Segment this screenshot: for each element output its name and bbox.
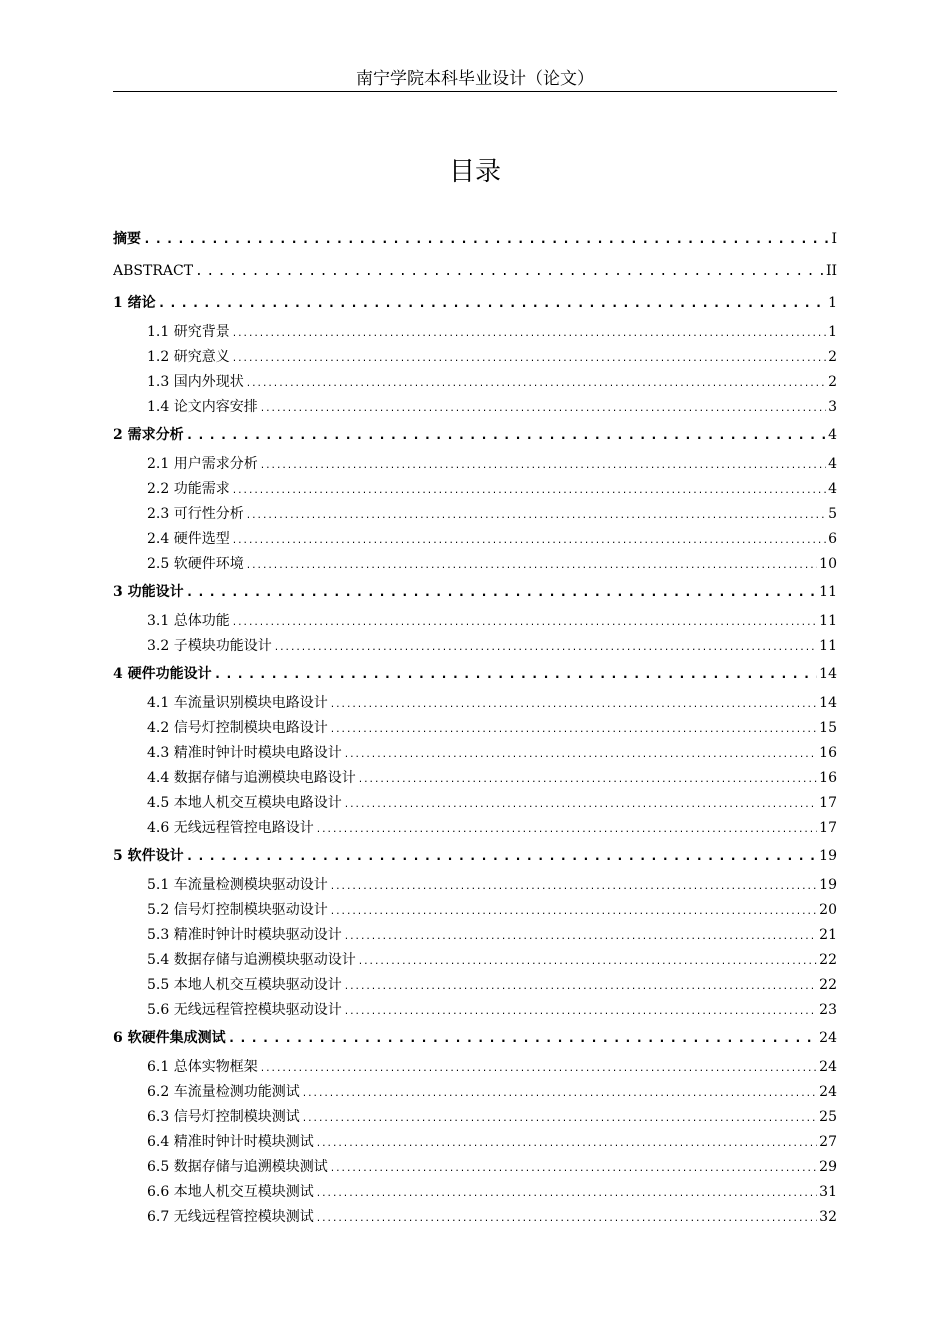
dot-leader	[358, 766, 817, 791]
toc-section-entry[interactable]	[113, 370, 837, 395]
toc-chapter-entry[interactable]	[113, 1023, 837, 1055]
toc-section-entry[interactable]	[113, 502, 837, 527]
toc-section-entry[interactable]	[113, 1205, 837, 1230]
toc-entry-page-number: 17	[819, 820, 837, 836]
toc-entry-label: 5 软件设计	[113, 848, 184, 864]
toc-entry-page-number: 24	[819, 1084, 837, 1100]
toc-chapter-entry[interactable]	[113, 577, 837, 609]
toc-entry-page-number: 4	[828, 481, 837, 497]
dot-leader	[246, 502, 826, 527]
toc-entry-label: 摘要	[113, 231, 141, 247]
toc-section-entry[interactable]	[113, 1105, 837, 1130]
toc-entry-page-number: 1	[828, 324, 837, 340]
toc-entry-label: 4.1 车流量识别模块电路设计	[147, 695, 328, 711]
toc-section-entry[interactable]	[113, 552, 837, 577]
toc-entry-label: 4.4 数据存储与追溯模块电路设计	[147, 770, 356, 786]
toc-entry-label: 5.5 本地人机交互模块驱动设计	[147, 977, 342, 993]
dot-leader	[344, 973, 817, 998]
toc-entry-label: 2.4 硬件选型	[147, 531, 230, 547]
toc-entry-label: 1.3 国内外现状	[147, 374, 244, 390]
toc-section-entry[interactable]	[113, 791, 837, 816]
toc-entry-page-number: 2	[828, 374, 837, 390]
toc-entry-label: 4.6 无线远程管控电路设计	[147, 820, 314, 836]
toc-entry-label: 6.7 无线远程管控模块测试	[147, 1209, 314, 1225]
toc-section-entry[interactable]	[113, 741, 837, 766]
dot-leader	[316, 1130, 817, 1155]
toc-section-entry[interactable]	[113, 691, 837, 716]
toc-entry-page-number: 1	[828, 295, 837, 311]
dot-leader	[330, 691, 817, 716]
dot-leader	[232, 345, 826, 370]
toc-section-entry[interactable]	[113, 1055, 837, 1080]
dot-leader	[186, 577, 818, 608]
toc-section-entry[interactable]	[113, 1180, 837, 1205]
toc-section-entry[interactable]	[113, 998, 837, 1023]
toc-section-entry[interactable]	[113, 1155, 837, 1180]
toc-entry-label: 6 软硬件集成测试	[113, 1030, 226, 1046]
dot-leader	[260, 395, 826, 420]
toc-chapter-entry[interactable]	[113, 420, 837, 452]
dot-leader	[344, 791, 817, 816]
dot-leader	[344, 998, 817, 1023]
toc-entry-page-number: 5	[828, 506, 837, 522]
toc-entry-label: ABSTRACT	[113, 263, 194, 279]
toc-entry-page-number: 22	[819, 952, 837, 968]
dot-leader	[232, 320, 826, 345]
toc-entry-label: 1 绪论	[113, 295, 156, 311]
toc-section-entry[interactable]	[113, 1130, 837, 1155]
toc-entry-label: 3 功能设计	[113, 584, 184, 600]
toc-entry-page-number: 4	[828, 456, 837, 472]
toc-entry-label: 3.2 子模块功能设计	[147, 638, 272, 654]
dot-leader	[246, 552, 817, 577]
dot-leader	[143, 224, 829, 255]
toc-section-entry[interactable]	[113, 873, 837, 898]
toc-entry-label: 4.3 精准时钟计时模块电路设计	[147, 745, 342, 761]
dot-leader	[186, 420, 826, 451]
toc-entry-label: 6.1 总体实物框架	[147, 1059, 258, 1075]
table-of-contents	[113, 224, 837, 1230]
toc-section-entry[interactable]	[113, 527, 837, 552]
dot-leader	[330, 1155, 817, 1180]
dot-leader	[214, 659, 818, 690]
toc-entry-label: 2.5 软硬件环境	[147, 556, 244, 572]
toc-title: 目录	[448, 157, 501, 187]
toc-entry-page-number: 32	[819, 1209, 837, 1225]
toc-section-entry[interactable]	[113, 477, 837, 502]
toc-entry-page-number: 23	[819, 1002, 837, 1018]
dot-leader	[246, 370, 826, 395]
toc-entry-label: 5.6 无线远程管控模块驱动设计	[147, 1002, 342, 1018]
toc-chapter-entry[interactable]	[113, 224, 837, 256]
toc-section-entry[interactable]	[113, 816, 837, 841]
toc-entry-page-number: 4	[828, 427, 837, 443]
dot-leader	[316, 1205, 817, 1230]
toc-entry-page-number: 3	[828, 399, 837, 415]
dot-leader	[228, 1023, 818, 1054]
toc-chapter-entry[interactable]	[113, 288, 837, 320]
dot-leader	[195, 256, 824, 287]
toc-entry-page-number: 14	[819, 666, 837, 682]
page-header: 南宁学院本科毕业设计（论文）	[356, 69, 594, 89]
toc-section-entry[interactable]	[113, 320, 837, 345]
dot-leader	[260, 1055, 817, 1080]
toc-entry-label: 1.4 论文内容安排	[147, 399, 258, 415]
toc-section-entry[interactable]	[113, 1080, 837, 1105]
toc-chapter-entry[interactable]	[113, 841, 837, 873]
toc-entry-label: 5.4 数据存储与追溯模块驱动设计	[147, 952, 356, 968]
toc-entry-label: 2.1 用户需求分析	[147, 456, 258, 472]
toc-entry-page-number: 16	[819, 745, 837, 761]
toc-section-entry[interactable]	[113, 898, 837, 923]
toc-entry-page-number: 6	[828, 531, 837, 547]
dot-leader	[316, 816, 817, 841]
dot-leader	[316, 1180, 817, 1205]
toc-entry-page-number: 29	[819, 1159, 837, 1175]
toc-entry-page-number: 11	[819, 584, 837, 600]
toc-entry-label: 3.1 总体功能	[147, 613, 230, 629]
toc-section-entry[interactable]	[113, 345, 837, 370]
dot-leader	[344, 923, 817, 948]
toc-entry-label: 2.2 功能需求	[147, 481, 230, 497]
toc-section-entry[interactable]	[113, 716, 837, 741]
toc-entry-label: 6.5 数据存储与追溯模块测试	[147, 1159, 328, 1175]
toc-section-entry[interactable]	[113, 948, 837, 973]
toc-entry-page-number: 2	[828, 349, 837, 365]
dot-leader	[330, 716, 817, 741]
dot-leader	[260, 452, 826, 477]
dot-leader	[232, 609, 817, 634]
toc-entry-page-number: 27	[819, 1134, 837, 1150]
toc-entry-page-number: 24	[819, 1030, 837, 1046]
toc-entry-label: 4.2 信号灯控制模块电路设计	[147, 720, 328, 736]
toc-section-entry[interactable]	[113, 923, 837, 948]
toc-entry-page-number: 19	[819, 877, 837, 893]
toc-entry-label: 4 硬件功能设计	[113, 666, 212, 682]
toc-entry-label: 5.3 精准时钟计时模块驱动设计	[147, 927, 342, 943]
toc-entry-label: 6.6 本地人机交互模块测试	[147, 1184, 314, 1200]
toc-entry-page-number: I	[831, 231, 837, 247]
dot-leader	[302, 1080, 817, 1105]
toc-entry-label: 2.3 可行性分析	[147, 506, 244, 522]
toc-entry-label: 6.4 精准时钟计时模块测试	[147, 1134, 314, 1150]
dot-leader	[232, 527, 826, 552]
toc-entry-label: 4.5 本地人机交互模块电路设计	[147, 795, 342, 811]
toc-entry-label: 1.1 研究背景	[147, 324, 230, 340]
toc-entry-page-number: 21	[819, 927, 837, 943]
toc-section-entry[interactable]	[113, 973, 837, 998]
toc-entry-label: 2 需求分析	[113, 427, 184, 443]
toc-entry-page-number: 20	[819, 902, 837, 918]
toc-entry-page-number: 16	[819, 770, 837, 786]
dot-leader	[302, 1105, 817, 1130]
toc-section-entry[interactable]	[113, 766, 837, 791]
toc-entry-page-number: 24	[819, 1059, 837, 1075]
toc-entry-page-number: 17	[819, 795, 837, 811]
toc-entry-page-number: 11	[819, 638, 837, 654]
toc-entry-page-number: 14	[819, 695, 837, 711]
toc-entry-label: 5.1 车流量检测模块驱动设计	[147, 877, 328, 893]
toc-entry-page-number: 25	[819, 1109, 837, 1125]
dot-leader	[358, 948, 817, 973]
toc-entry-label: 6.3 信号灯控制模块测试	[147, 1109, 300, 1125]
toc-entry-page-number: 31	[819, 1184, 837, 1200]
toc-section-entry[interactable]	[113, 609, 837, 634]
toc-entry-page-number: 11	[819, 613, 837, 629]
dot-leader	[158, 288, 826, 319]
toc-entry-page-number: 10	[819, 556, 837, 572]
toc-chapter-entry[interactable]	[113, 256, 837, 288]
toc-entry-label: 1.2 研究意义	[147, 349, 230, 365]
toc-section-entry[interactable]	[113, 395, 837, 420]
dot-leader	[330, 898, 817, 923]
dot-leader	[232, 477, 826, 502]
toc-section-entry[interactable]	[113, 452, 837, 477]
toc-entry-label: 5.2 信号灯控制模块驱动设计	[147, 902, 328, 918]
toc-entry-page-number: 22	[819, 977, 837, 993]
dot-leader	[330, 873, 817, 898]
dot-leader	[274, 634, 817, 659]
header-rule	[113, 91, 837, 92]
toc-entry-label: 6.2 车流量检测功能测试	[147, 1084, 300, 1100]
toc-entry-page-number: II	[825, 263, 837, 279]
toc-entry-page-number: 19	[819, 848, 837, 864]
toc-section-entry[interactable]	[113, 634, 837, 659]
toc-chapter-entry[interactable]	[113, 659, 837, 691]
dot-leader	[186, 841, 818, 872]
toc-entry-page-number: 15	[819, 720, 837, 736]
dot-leader	[344, 741, 817, 766]
